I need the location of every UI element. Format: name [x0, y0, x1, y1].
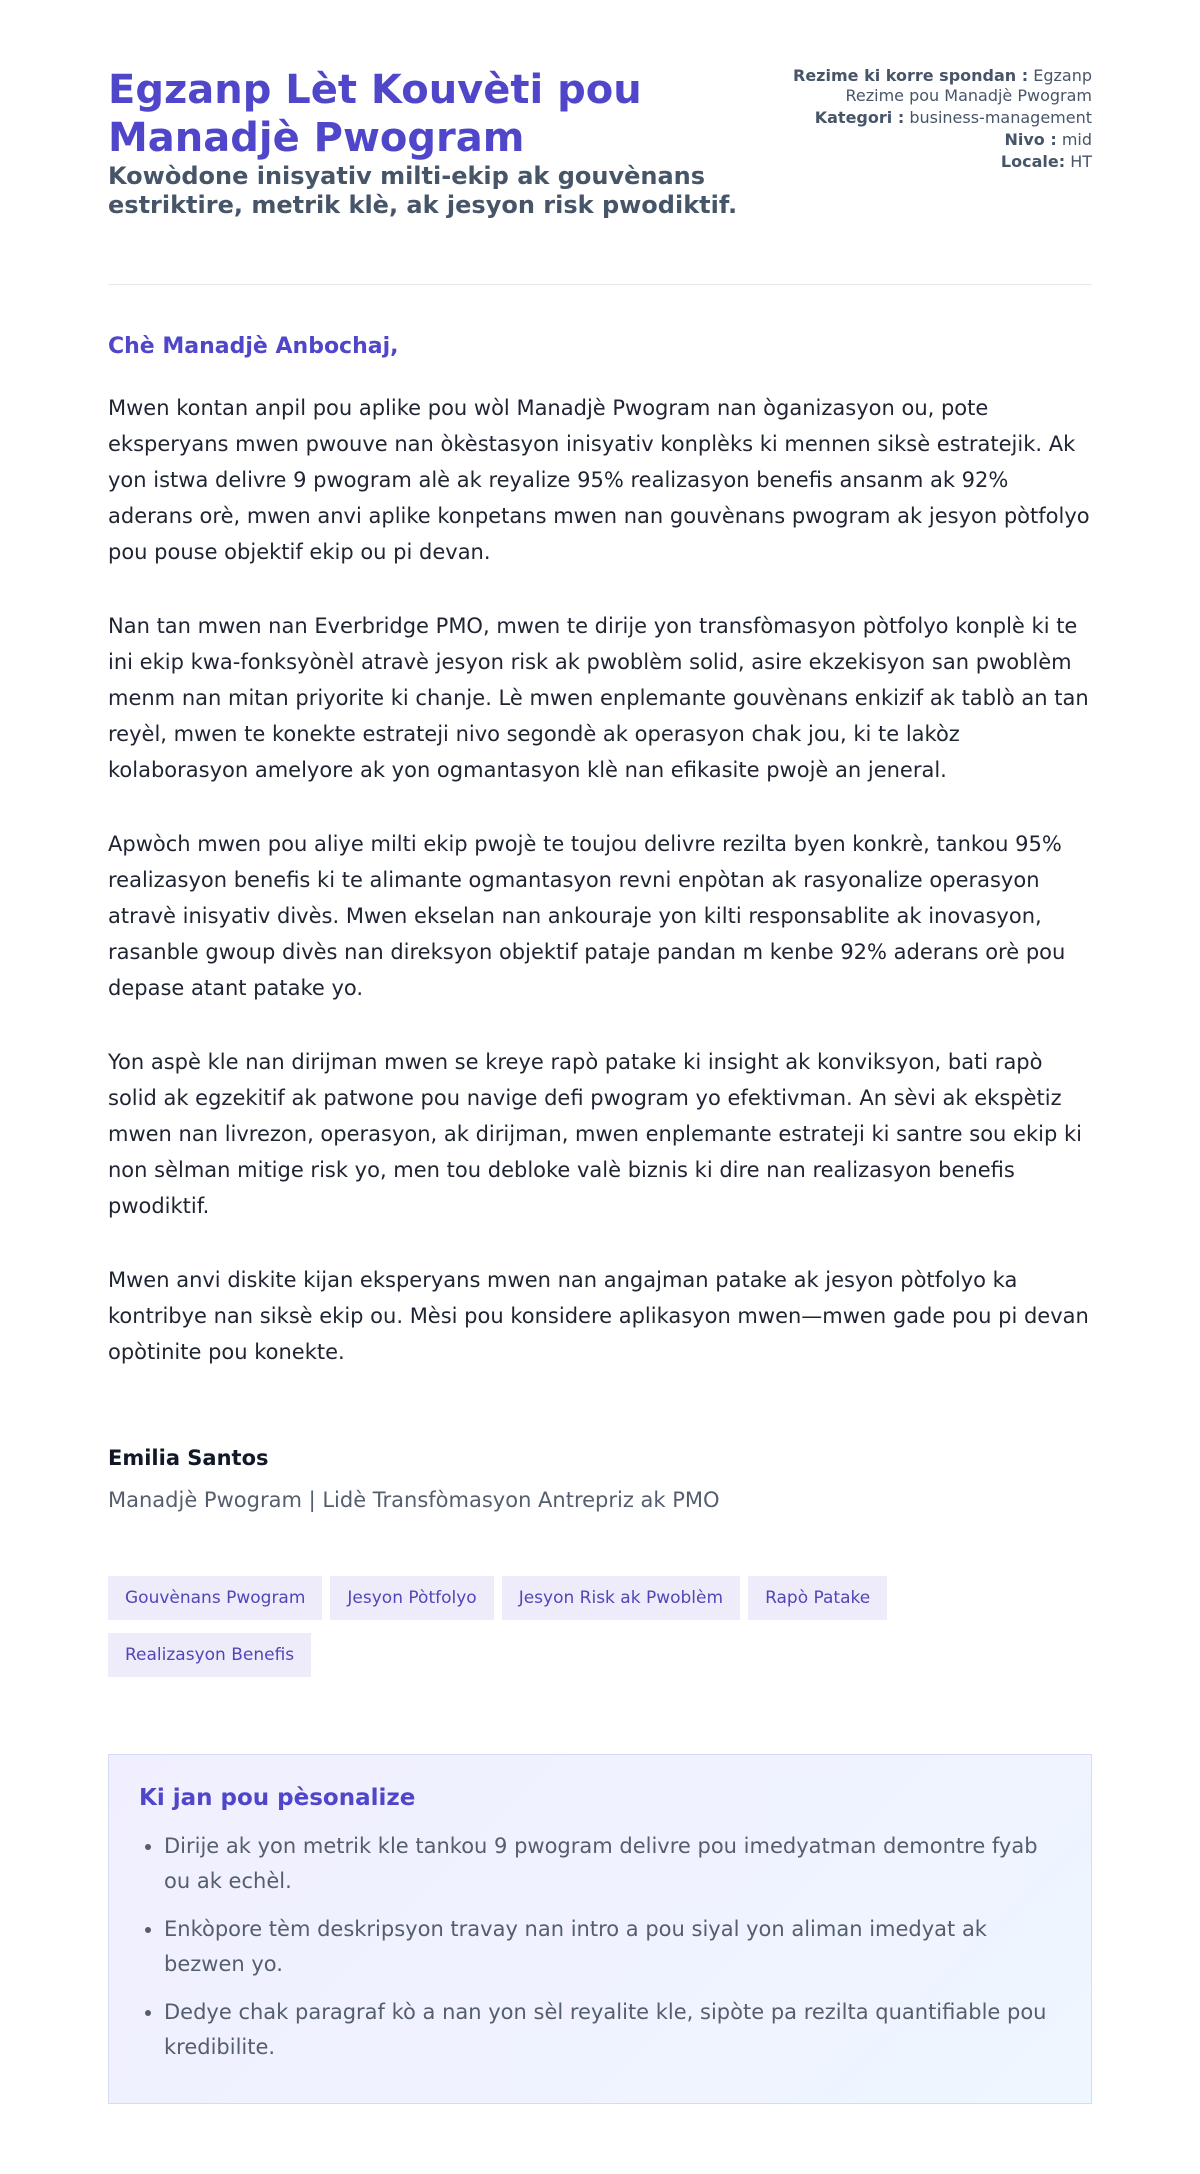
letter-paragraph: Nan tan mwen nan Everbridge PMO, mwen te dirije yon transfòmasyon pòtfolyo konplè ki te ini ekip kwa-fonksyònèl atravè jesyon risk ak pwoblèm solid, asire ekzekisyon san pwoblèm menm nan mitan priyorite ki chanje. Lè mwen enplemante gouvènans enkizif ak tablò an tan reyèl, mwen te konekte estrateji nivo segondè ak operasyon chak jou, ki te lakòz kolaborasyon amelyore ak yon ogmantasyon klè nan efikasite pwojè an jeneral.: [108, 614, 1089, 782]
signature-name: Emilia Santos: [108, 1446, 269, 1470]
tip-item: • Enkòpore tèm deskripsyon travay nan intro a pou siyal yon aliman imedyat ak bezwen yo.: [164, 1912, 1061, 1982]
skill-tag: Gouvènans Pwogram: [108, 1576, 322, 1620]
page-subtitle: Kowòdone inisyativ milti-ekip ak gouvènans estriktire, metrik klè, ak jesyon risk pwodiktif.: [108, 162, 738, 219]
customization-tips: [108, 1754, 1092, 2104]
meta-category-value: business-management: [909, 108, 1092, 127]
meta-level-label: Nivo :: [1004, 130, 1057, 149]
skill-tag: Realizasyon Benefis: [108, 1633, 311, 1677]
meta-resume-label: Rezime ki korre spondan :: [793, 66, 1029, 85]
meta-locale: [792, 152, 1092, 172]
meta-locale-label: Locale:: [1000, 152, 1066, 171]
skill-tag: Jesyon Risk ak Pwoblèm: [502, 1576, 740, 1620]
meta-panel: [792, 66, 1092, 174]
letter-paragraph: Mwen anvi diskite kijan eksperyans mwen nan angajman patake ak jesyon pòtfolyo ka kontribye nan siksè ekip ou. Mèsi pou konsidere aplikasyon mwen—mwen gade pou pi devan opòtinite pou konekte.: [108, 1268, 1089, 1364]
letter-salutation: Chè Manadjè Anbochaj,: [108, 334, 399, 359]
meta-category: [792, 108, 1092, 128]
meta-locale-value: HT: [1070, 152, 1092, 171]
skill-tag: Rapò Patake: [748, 1576, 887, 1620]
header-divider: [108, 284, 1092, 285]
skill-tags: [108, 1576, 1008, 1690]
meta-resume-value[interactable]: Egzanp Rezime pou Manadjè Pwogram: [845, 66, 1092, 105]
letter-paragraph: Yon aspè kle nan dirijman mwen se kreye rapò patake ki insight ak konviksyon, bati rapò solid ak egzekitif ak patwone pou navige defi pwogram yo efektivman. An sèvi ak ekspètiz mwen nan livrezon, operasyon, ak dirijman, mwen enplemante estrateji ki santre sou ekip ki non sèlman mitige risk yo, men tou debloke valè biznis ki dire nan realizasyon benefis pwodiktif.: [108, 1050, 1082, 1218]
meta-category-label: Kategori :: [814, 108, 905, 127]
tip-item: • Dedye chak paragraf kò a nan yon sèl reyalite kle, sipòte pa rezilta quantifiable pou kredibilite.: [164, 1995, 1061, 2065]
letter-paragraph: Apwòch mwen pou aliye milti ekip pwojè te toujou delivre rezilta byen konkrè, tankou 95% realizasyon benefis ki te alimante ogmantasyon revni enpòtan ak rasyonalize operasyon atravè inisyativ divès. Mwen ekselan nan ankouraje yon kilti responsablite ak inovasyon, rasanble gwoup divès nan direksyon objektif pataje pandan m kenbe 92% aderans orè pou depase atant patake yo.: [108, 832, 1066, 1000]
skill-tag: Jesyon Pòtfolyo: [330, 1576, 493, 1620]
signature-role: Manadjè Pwogram | Lidè Transfòmasyon Antrepriz ak PMO: [108, 1488, 720, 1512]
meta-level-value: mid: [1061, 130, 1092, 149]
tips-title: Ki jan pou pèsonalize: [139, 1785, 416, 1811]
header: [108, 66, 1092, 220]
letter-body: [108, 390, 1092, 1408]
tip-item: • Dirije ak yon metrik kle tankou 9 pwogram delivre pou imedyatman demontre fyab ou ak echèl.: [164, 1829, 1061, 1899]
meta-resume: [792, 66, 1092, 106]
meta-level: [792, 130, 1092, 150]
tips-list: [139, 1829, 1061, 2065]
page-title: Egzanp Lèt Kouvèti pou Manadjè Pwogram: [108, 67, 642, 161]
letter-paragraph: Mwen kontan anpil pou aplike pou wòl Manadjè Pwogram nan òganizasyon ou, pote eksperyans mwen pwouve nan òkèstasyon inisyativ konplèks ki mennen siksè estratejik. Ak yon istwa delivre 9 pwogram alè ak reyalize 95% realizasyon benefis ansanm ak 92% aderans orè, mwen anvi aplike konpetans mwen nan gouvènans pwogram ak jesyon pòtfolyo pou pouse objektif ekip ou pi devan.: [108, 396, 1090, 564]
